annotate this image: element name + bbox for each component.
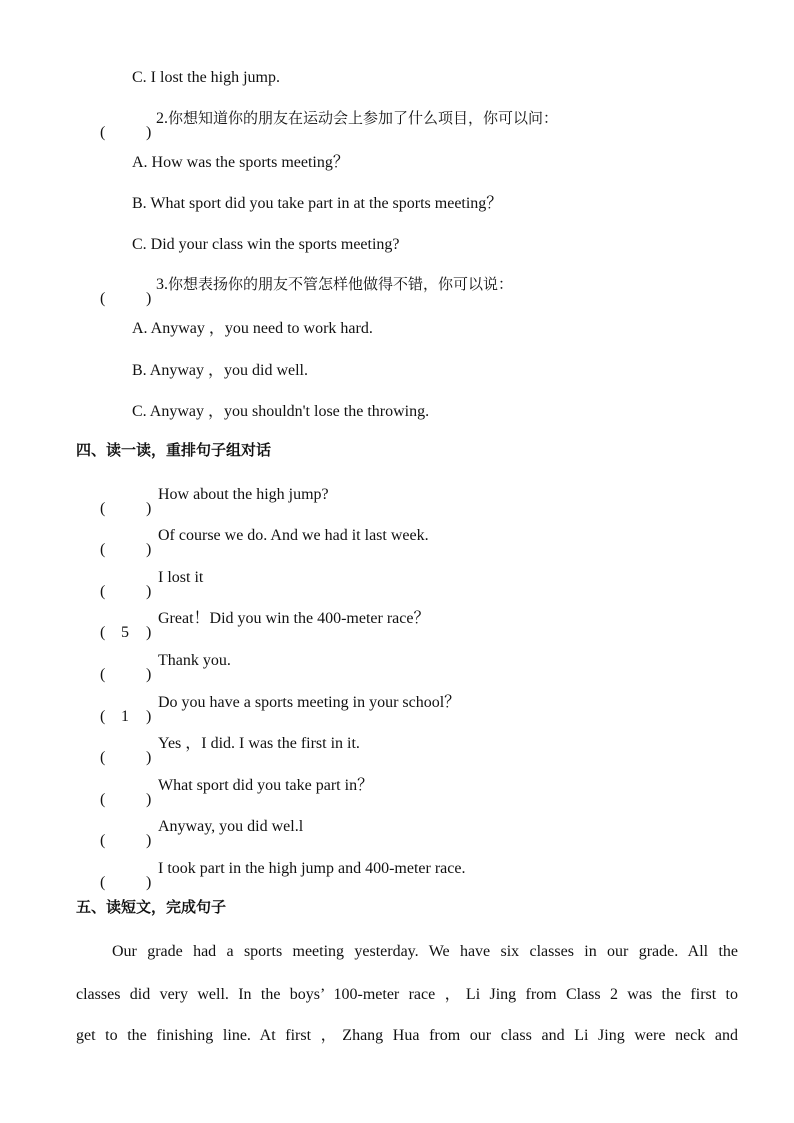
dialogue-text: Do you have a sports meeting in your school？	[158, 694, 461, 711]
question-prompt: 你想表扬你的朋友不管怎样他做得不错，你可以说：	[168, 275, 514, 293]
dialogue-item: ( ) I took part in the high jump and 400-meter race.	[100, 860, 466, 891]
q1-option-c: C. I lost the high jump.	[132, 69, 280, 86]
dialogue-item: ( 5 ) Great！Did you win the 400-meter race？	[100, 610, 430, 641]
dialogue-text: Of course we do. And we had it last week.	[158, 527, 429, 544]
passage-line: classes did very well. In the boys’ 100-meter race ，Li Jing from Class 2 was the first to	[76, 986, 738, 1003]
dialogue-text: Great！Did you win the 400-meter race？	[158, 610, 430, 627]
q2-option-c: C. Did your class win the sports meeting?	[132, 236, 400, 253]
passage-line: get to the finishing line. At first ，Zhang Hua from our class and Li Jing were neck and	[76, 1027, 738, 1044]
dialogue-item: ( 1 ) Do you have a sports meeting in your school？	[100, 694, 461, 725]
dialogue-text: I lost it	[158, 569, 204, 586]
dialogue-text: Yes ，I did. I was the first in it.	[158, 735, 360, 752]
dialogue-text: I took part in the high jump and 400-meter race.	[158, 860, 466, 877]
dialogue-text: Thank you.	[158, 652, 231, 669]
dialogue-text: What sport did you take part in？	[158, 777, 374, 794]
q2-option-b: B. What sport did you take part in at the sports meeting？	[132, 195, 503, 212]
q3-option-a: A. Anyway ，you need to work hard.	[132, 320, 373, 337]
q3-option-c: C. Anyway ，you shouldn't lose the throwing.	[132, 403, 430, 420]
dialogue-text: How about the high jump?	[158, 486, 329, 503]
section-5-title: 五、读短文，完成句子	[76, 898, 227, 916]
section-4-title: 四、读一读，重排句子组对话	[76, 441, 272, 459]
dialogue-item: ( ) How about the high jump?	[100, 486, 329, 517]
passage-line: Our grade had a sports meeting yesterday. We have six classes in our grade. All the	[112, 943, 738, 960]
question-2: ( ) 2.你想知道你的朋友在运动会上参加了什么项目，你可以问：	[100, 109, 559, 141]
dialogue-item: ( ) Anyway, you did wel.l	[100, 818, 304, 849]
dialogue-item: ( ) Thank you.	[100, 652, 231, 683]
q3-option-b: B. Anyway ，you did well.	[132, 362, 308, 379]
question-number: 3.	[156, 276, 168, 293]
dialogue-text: Anyway, you did wel.l	[158, 818, 304, 835]
dialogue-item: ( ) Of course we do. And we had it last week.	[100, 527, 429, 558]
dialogue-item: ( ) What sport did you take part in？	[100, 777, 374, 808]
question-3: ( ) 3.你想表扬你的朋友不管怎样他做得不错，你可以说：	[100, 275, 514, 307]
question-prompt: 你想知道你的朋友在运动会上参加了什么项目，你可以问：	[168, 109, 559, 127]
q2-option-a: A. How was the sports meeting？	[132, 154, 349, 171]
question-number: 2.	[156, 110, 168, 127]
dialogue-item: ( ) I lost it	[100, 569, 204, 600]
dialogue-item: ( ) Yes ，I did. I was the first in it.	[100, 735, 360, 766]
